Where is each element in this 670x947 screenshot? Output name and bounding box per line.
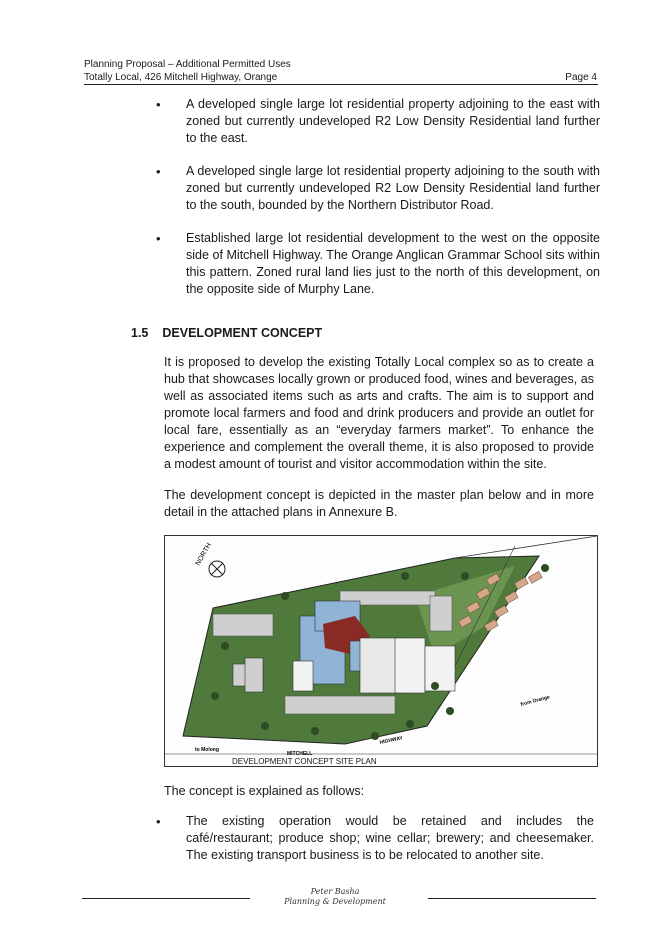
section-title: DEVELOPMENT CONCEPT [162,326,323,340]
bullet-item: • The existing operation would be retained and includes the café/restaurant; produce shop; wine cellar; brewery; and cheesemaker. The existing transport business is to be relocated to another site. [150,813,594,864]
site-plan-drawing [165,536,597,766]
bullet-list-bottom [150,813,594,864]
footer-company: Planning & Development [284,897,386,906]
plan-caption: DEVELOPMENT CONCEPT SITE PLAN [232,757,377,766]
footer-divider-right [428,898,596,899]
header-address: Totally Local, 426 Mitchell Highway, Orange [84,71,278,83]
site-plan-image [164,535,598,767]
building-white [395,638,425,693]
section-number: 1.5 [131,326,149,340]
section-heading [131,326,322,340]
concept-intro: The concept is explained as follows: [164,784,365,798]
page-header [84,59,597,84]
car-park [285,696,395,714]
bullet-list-top [150,96,600,298]
road-name-mitchell: MITCHELL [287,751,313,757]
building-white [293,661,313,691]
bullet-item: • A developed single large lot residential property adjoining to the east with zoned but currently undeveloped R2 Low Density Residential land further to the east. [150,96,600,147]
footer-name: Peter Basha [310,887,360,896]
page-number: Page 4 [565,71,597,83]
footer-signature [272,887,398,907]
car-park [430,596,452,631]
bullet-item: • Established large lot residential development to the west on the opposite side of Mitchell Highway. The Orange Anglican Grammar School sits within this pattern. Zoned rural land lies just to the north of this development, on the opposite side of Murphy Lane. [150,230,600,298]
header-line2 [84,72,597,85]
building-white [425,646,455,691]
bullet-item: • A developed single large lot residential property adjoining to the south with zoned but currently undeveloped R2 Low Density Residential land further to the south, bounded by the Northern Distributor Road. [150,163,600,214]
header-title: Planning Proposal – Additional Permitted Uses [84,59,291,70]
paragraph: The development concept is depicted in the master plan below and in more detail in the attached plans in Annexure B. [164,488,594,519]
north-label: NORTH [194,542,214,567]
boundary-line [455,536,597,558]
car-park [213,614,273,636]
footer-divider-left [82,898,250,899]
existing-dwelling [245,658,263,692]
from-orange-label: from Orange [519,694,551,708]
paragraph: It is proposed to develop the existing Totally Local complex so as to create a hub that showcases locally grown or produced food, wines and beverages, as well as associated items such as arts and crafts. The aim is to support and promote local farmers and food and drink producers and provide an outlet for local fare, essentially as an “everyday farmers market”. To enhance the experience and complement the overall theme, it is also proposed to provide a modest amount of tourist and visitor accommodation within the site. [164,355,594,471]
road-name-highway: HIGHWAY [379,735,404,746]
to-molong-label: to Molong [195,747,219,753]
header-divider [84,84,598,85]
